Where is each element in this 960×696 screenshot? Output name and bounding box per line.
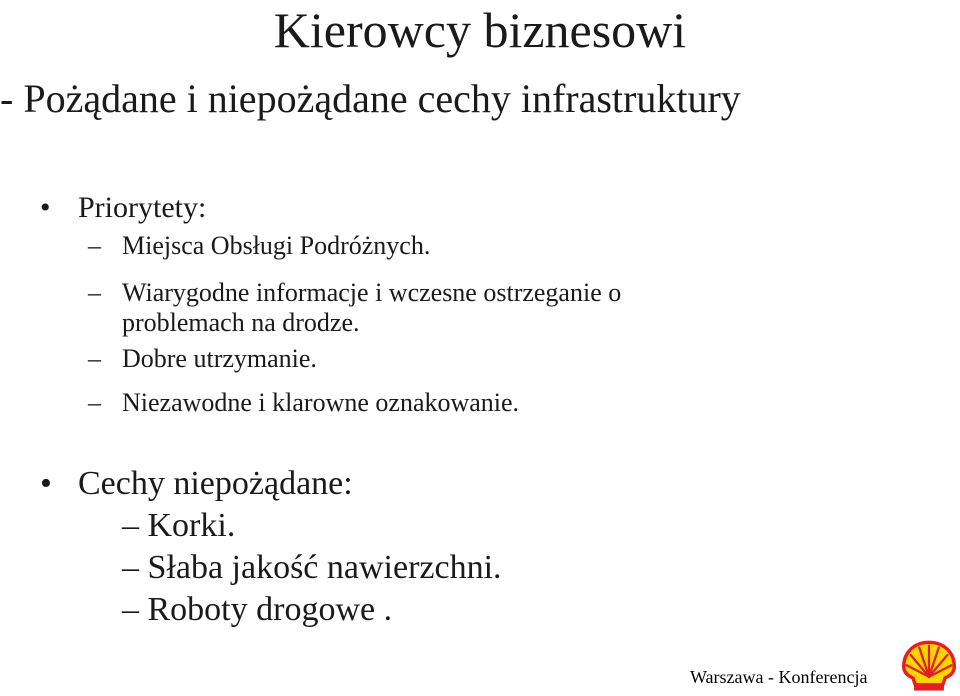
dash-icon: – bbox=[122, 591, 139, 628]
list-item bbox=[122, 590, 392, 630]
list-item-text: Miejsca Obsługi Podróżnych. bbox=[122, 231, 431, 260]
list-item-text: Niezawodne i klarowne oznakowanie. bbox=[122, 388, 520, 417]
dash-icon: – bbox=[88, 344, 101, 373]
dash-icon: – bbox=[88, 388, 101, 417]
section-heading-priorities bbox=[40, 190, 207, 226]
list-item-text: Korki. bbox=[147, 507, 236, 544]
section-heading-text: Cechy niepożądane: bbox=[78, 465, 353, 502]
footer-text: Warszawa - Konferencja bbox=[690, 667, 868, 687]
list-item-continuation: problemach na drodze. bbox=[122, 308, 360, 337]
section-heading-undesired bbox=[40, 464, 353, 504]
section-heading-text: Priorytety: bbox=[78, 191, 207, 224]
list-item-text: Wiarygodne informacje i wczesne ostrzeganie o bbox=[122, 278, 622, 307]
shell-logo-icon bbox=[900, 640, 958, 694]
list-item-text: Roboty drogowe . bbox=[147, 591, 393, 628]
list-item bbox=[88, 387, 520, 419]
list-item bbox=[88, 343, 317, 375]
bullet-icon: • bbox=[40, 465, 52, 502]
bullet-icon: • bbox=[40, 191, 51, 224]
list-item-text: Dobre utrzymanie. bbox=[122, 344, 317, 373]
list-item-text: Słaba jakość nawierzchni. bbox=[147, 549, 502, 586]
dash-icon: – bbox=[88, 278, 101, 307]
slide-title: Kierowcy biznesowi bbox=[273, 2, 687, 58]
slide-subtitle: - Pożądane i niepożądane cechy infrastruktury bbox=[0, 76, 741, 121]
dash-icon: – bbox=[122, 507, 139, 544]
list-item bbox=[88, 277, 622, 337]
list-item bbox=[88, 230, 431, 262]
dash-icon: – bbox=[122, 549, 139, 586]
list-item bbox=[122, 548, 502, 588]
list-item bbox=[122, 506, 235, 546]
dash-icon: – bbox=[88, 231, 101, 260]
